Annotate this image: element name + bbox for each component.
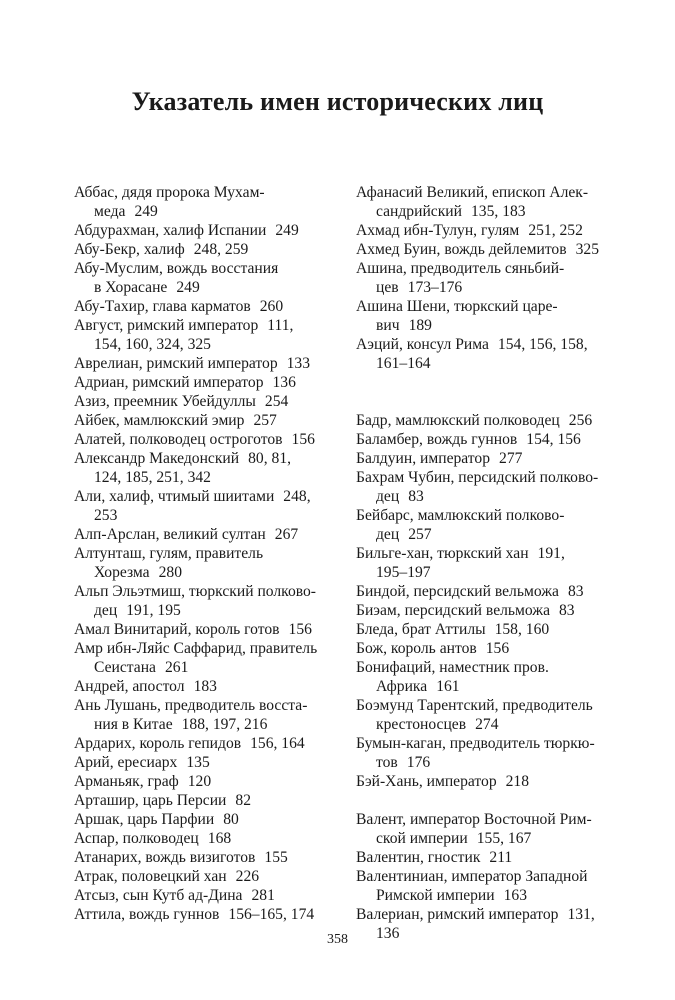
index-entry [74, 430, 336, 449]
index-entry [356, 506, 618, 544]
index-entry [74, 677, 336, 696]
entry-pages: 83 [559, 602, 575, 619]
entry-name: Ахмед Буин, вождь дейлемитов [356, 241, 567, 258]
index-entry [356, 620, 618, 639]
index-entry [356, 848, 618, 867]
entry-pages: 281 [251, 887, 275, 904]
index-entry [74, 734, 336, 753]
index-entry [74, 544, 336, 582]
index-entry [356, 867, 618, 905]
entry-name: Август, римский император [74, 317, 259, 334]
entry-pages-continued: 253 [94, 507, 118, 524]
index-entry [74, 772, 336, 791]
entry-pages-continued: 161–164 [376, 355, 431, 372]
entry-pages: 257 [408, 526, 432, 543]
index-entry [356, 183, 618, 221]
entry-name: Абу-Бекр, халиф [74, 241, 185, 258]
index-entry [74, 829, 336, 848]
entry-name: Айбек, мамлюкский эмир [74, 412, 245, 429]
entry-name: Ардарих, король гепидов [74, 735, 242, 752]
entry-name: Андрей, апостол [74, 678, 185, 695]
entry-name: Абу-Тахир, глава карматов [74, 298, 251, 315]
entry-name: Атанарих, вождь визиготов [74, 849, 256, 866]
entry-pages-continued: 154, 160, 324, 325 [94, 336, 211, 353]
entry-pages: 248, [283, 488, 311, 505]
entry-name: Бахрам Чубин, персидский полково- [356, 469, 599, 486]
index-entry [74, 449, 336, 487]
index-entry [74, 867, 336, 886]
letter-group-spacer [356, 373, 618, 392]
index-entry [356, 430, 618, 449]
entry-name: Альп Эльэтмиш, тюркский полково- [74, 583, 316, 600]
index-entry [74, 810, 336, 829]
entry-pages: 120 [187, 773, 212, 790]
entry-name-continued: Римской империи [376, 887, 495, 904]
entry-name: Алтунташ, гулям, правитель [74, 545, 264, 562]
entry-name-continued: ния в Китае [94, 716, 173, 733]
entry-name-continued: в Хорасане [94, 279, 168, 296]
entry-pages: 226 [235, 868, 260, 885]
index-entry [74, 886, 336, 905]
entry-pages: 261 [164, 659, 189, 676]
entry-name: Биндой, персидский вельможа [356, 583, 559, 600]
entry-name: Алатей, полководец остроготов [74, 431, 283, 448]
entry-pages: 133 [286, 355, 311, 372]
entry-pages: 248, 259 [193, 241, 249, 258]
entry-name-continued: крестоносцев [376, 716, 467, 733]
entry-pages: 136 [272, 374, 296, 391]
index-entry [74, 240, 336, 259]
index-entry [74, 696, 336, 734]
index-entry [356, 259, 618, 297]
entry-name: Атрак, половецкий хан [74, 868, 227, 885]
entry-pages: 277 [499, 450, 523, 467]
entry-pages: 131, [567, 906, 595, 923]
entry-pages: 155, 167 [476, 830, 532, 847]
index-entry [356, 734, 618, 772]
entry-pages-continued: 136 [376, 925, 400, 942]
entry-pages: 156 [291, 431, 315, 448]
entry-pages: 256 [568, 412, 593, 429]
index-entry [356, 468, 618, 506]
entry-name: Александр Македонский [74, 450, 240, 467]
entry-name: Валентин, гностик [356, 849, 481, 866]
entry-pages: 80 [223, 811, 239, 828]
entry-name: Амр ибн-Ляйс Саффарид, правитель [74, 640, 318, 657]
index-entry [356, 544, 618, 582]
entry-name-continued: дец [94, 602, 118, 619]
entry-name: Валериан, римский император [356, 906, 559, 923]
entry-name: Аэций, консул Рима [356, 336, 489, 353]
index-entry [356, 696, 618, 734]
entry-name: Биэам, персидский вельможа [356, 602, 550, 619]
entry-pages: 156 [485, 640, 510, 657]
entry-pages: 83 [408, 488, 424, 505]
entry-pages-continued: 124, 185, 251, 342 [94, 469, 211, 486]
index-entry [74, 373, 336, 392]
entry-name: Бадр, мамлюкский полководец [356, 412, 560, 429]
entry-pages: 249 [275, 222, 299, 239]
entry-pages: 257 [253, 412, 277, 429]
entry-name: Боэмунд Тарентский, предводитель [356, 697, 593, 714]
entry-pages-continued: 195–197 [376, 564, 431, 581]
entry-pages: 154, 156, 158, [497, 336, 588, 353]
index-entry [74, 221, 336, 240]
index-entry [356, 449, 618, 468]
entry-name: Аспар, полководец [74, 830, 199, 847]
entry-name: Амал Винитарий, король готов [74, 621, 280, 638]
entry-name: Ашина, предводитель сяньбий- [356, 260, 565, 277]
entry-name: Азиз, преемник Убейдуллы [74, 393, 256, 410]
entry-name-continued: тов [376, 754, 398, 771]
entry-pages: 189 [408, 317, 432, 334]
entry-name: Адриан, римский император [74, 374, 264, 391]
entry-name: Валент, император Восточной Рим- [356, 811, 592, 828]
entry-pages: 163 [503, 887, 527, 904]
entry-pages: 325 [575, 241, 599, 258]
entry-name: Алп-Арслан, великий султан [74, 526, 266, 543]
entry-name: Бильге-хан, тюркский хан [356, 545, 529, 562]
entry-pages: 135, 183 [471, 203, 526, 220]
entry-pages: 82 [235, 792, 251, 809]
entry-pages: 280 [158, 564, 182, 581]
entry-pages: 156–165, 174 [228, 906, 315, 923]
entry-pages: 156 [288, 621, 312, 638]
entry-name-continued: дец [376, 488, 400, 505]
index-entry [356, 810, 618, 848]
entry-pages: 260 [259, 298, 284, 315]
entry-pages: 251, 252 [528, 222, 583, 239]
entry-name: Аттила, вождь гуннов [74, 906, 220, 923]
entry-name-continued: цев [376, 279, 399, 296]
entry-pages: 111, [267, 317, 294, 334]
entry-name: Бейбарс, мамлюкский полково- [356, 507, 565, 524]
index-column-left [74, 183, 336, 924]
entry-name: Валентиниан, император Западной [356, 868, 588, 885]
entry-name: Абдурахман, халиф Испании [74, 222, 267, 239]
entry-pages: 183 [193, 678, 217, 695]
entry-pages: 274 [475, 716, 499, 733]
index-entry [74, 525, 336, 544]
entry-name: Арманьяк, граф [74, 773, 179, 790]
entry-pages: 191, 195 [126, 602, 181, 619]
index-entry [74, 639, 336, 677]
index-entry [356, 297, 618, 335]
index-entry [74, 411, 336, 430]
index-entry [74, 905, 336, 924]
index-entry [356, 772, 618, 791]
entry-pages: 161 [436, 678, 460, 695]
index-entry [356, 601, 618, 620]
entry-name: Бумын-каган, предводитель тюркю- [356, 735, 595, 752]
index-entry [356, 411, 618, 430]
index-entry [74, 392, 336, 411]
index-entry [74, 848, 336, 867]
entry-name-continued: вич [376, 317, 400, 334]
entry-pages: 155 [264, 849, 288, 866]
entry-pages: 154, 156 [526, 431, 581, 448]
entry-pages: 191, [537, 545, 565, 562]
entry-pages: 176 [406, 754, 431, 771]
entry-name: Аршак, царь Парфии [74, 811, 215, 828]
letter-group-spacer [356, 392, 618, 411]
index-entry [74, 582, 336, 620]
entry-name-continued: меда [94, 203, 126, 220]
index-entry [74, 259, 336, 297]
entry-name: Ахмад ибн-Тулун, гулям [356, 222, 520, 239]
entry-pages: 80, 81, [248, 450, 292, 467]
entry-name: Арташир, царь Персии [74, 792, 227, 809]
letter-group-spacer [356, 791, 618, 810]
index-entry [74, 316, 336, 354]
entry-pages: 249 [176, 279, 200, 296]
entry-name-continued: Хорезма [94, 564, 150, 581]
entry-pages: 156, 164 [250, 735, 305, 752]
entry-name: Абу-Муслим, вождь восстания [74, 260, 279, 277]
index-entry [74, 753, 336, 772]
entry-name: Ань Лушань, предводитель восста- [74, 697, 308, 714]
page-title: Указатель имен исторических лиц [131, 87, 544, 116]
entry-pages: 168 [207, 830, 232, 847]
index-entry [356, 658, 618, 696]
entry-name: Арий, ересиарх [74, 754, 178, 771]
entry-name: Бледа, брат Аттилы [356, 621, 486, 638]
index-entry [74, 297, 336, 316]
entry-pages: 135 [186, 754, 210, 771]
entry-pages: 83 [567, 583, 584, 600]
index-entry [356, 582, 618, 601]
entry-pages: 173–176 [407, 279, 463, 296]
entry-pages: 188, 197, 216 [181, 716, 268, 733]
index-entry [74, 183, 336, 221]
entry-name-continued: сандрийский [376, 203, 462, 220]
entry-pages: 249 [134, 203, 158, 220]
index-column-right [356, 183, 618, 943]
index-entry [74, 354, 336, 373]
entry-name-continued: Африка [376, 678, 428, 695]
index-entry [356, 335, 618, 373]
entry-pages: 211 [489, 849, 513, 866]
index-entry [356, 639, 618, 658]
page-number: 358 [327, 932, 348, 947]
entry-pages: 254 [264, 393, 289, 410]
entry-pages: 218 [505, 773, 530, 790]
entry-pages: 267 [274, 526, 299, 543]
index-entry [356, 221, 618, 240]
index-entry [74, 487, 336, 525]
entry-name: Ашина Шени, тюркский царе- [356, 298, 558, 315]
entry-name: Аббас, дядя пророка Мухам- [74, 184, 265, 201]
entry-name: Бож, король антов [356, 640, 477, 657]
entry-name: Бэй-Хань, император [356, 773, 497, 790]
index-entry [356, 240, 618, 259]
entry-name: Аврелиан, римский император [74, 355, 278, 372]
entry-name: Атсыз, сын Кутб ад-Дина [74, 887, 243, 904]
entry-name: Балдуин, император [356, 450, 491, 467]
entry-name: Али, халиф, чтимый шиитами [74, 488, 275, 505]
index-entry [74, 791, 336, 810]
entry-name-continued: ской империи [376, 830, 468, 847]
entry-name: Афанасий Великий, епископ Алек- [356, 184, 589, 201]
entry-pages: 158, 160 [494, 621, 550, 638]
index-entry [74, 620, 336, 639]
entry-name-continued: Сеистана [94, 659, 156, 676]
entry-name: Баламбер, вождь гуннов [356, 431, 518, 448]
entry-name: Бонифаций, наместник пров. [356, 659, 549, 676]
entry-name-continued: дец [376, 526, 400, 543]
